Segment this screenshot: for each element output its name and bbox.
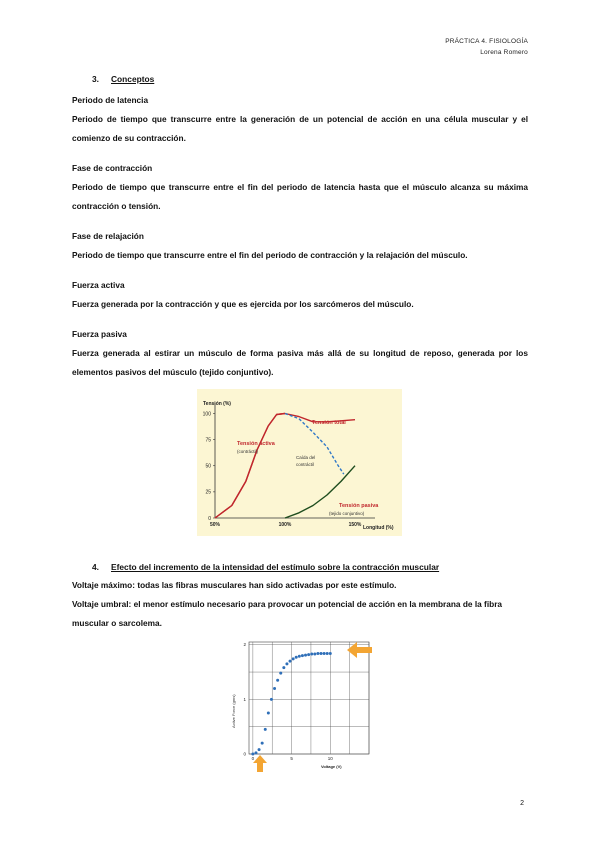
data-point: [282, 666, 285, 669]
section-3-title: Conceptos: [111, 74, 155, 84]
y-tick-label: 25: [205, 489, 211, 496]
label-active-tension: Tensión activa: [237, 441, 275, 447]
concept-term: Fase de contracción: [72, 163, 153, 173]
label-fall-2: contráctil: [296, 462, 315, 467]
label-passive-sub: (tejido conjuntivo): [329, 511, 365, 516]
section-4-heading: [72, 562, 439, 572]
y-axis-label-2: Active Force (gms): [231, 694, 236, 728]
data-point: [273, 687, 276, 690]
concept-latency: [72, 91, 528, 148]
data-point: [292, 657, 295, 660]
label-active-sub: (contráctil): [237, 449, 259, 454]
x-tick-label: 5: [290, 756, 293, 761]
data-point: [279, 672, 282, 675]
data-point: [326, 652, 329, 655]
data-point: [316, 652, 319, 655]
data-point: [298, 655, 301, 658]
concept-term: Fase de relajación: [72, 231, 144, 241]
section-4-title: Efecto del incremento de la intensidad del estímulo sobre la contracción muscular: [111, 562, 440, 572]
label-passive-tension: Tensión pasiva: [339, 503, 379, 509]
x-axis-label: Longitud (%): [363, 525, 394, 531]
y-tick-label: 75: [205, 437, 211, 444]
section-3-heading: [72, 74, 154, 84]
data-point: [295, 656, 298, 659]
data-point: [270, 698, 273, 701]
data-point: [310, 653, 313, 656]
concept-relaxation: [72, 227, 528, 265]
length-tension-chart: [197, 389, 402, 536]
data-point: [254, 751, 257, 754]
data-point: [289, 660, 292, 663]
threshold-voltage-text: Voltaje umbral: el menor estímulo necesario para provocar un potencial de acción en la membrana de la fibra muscular o sarcolema.: [72, 599, 503, 628]
data-point: [264, 728, 267, 731]
page-header: [445, 36, 528, 58]
concept-passive-force: [72, 325, 528, 382]
y-tick-label: 50: [205, 463, 211, 470]
concept-term: Fuerza pasiva: [72, 329, 127, 339]
section-4-number: 4.: [92, 562, 99, 572]
x-tick-label: 10: [327, 756, 333, 761]
label-fall-1: Caída del: [296, 455, 316, 460]
data-point: [251, 753, 254, 756]
data-point: [258, 748, 261, 751]
header-author: Lorena Romero: [480, 49, 528, 56]
data-point: [307, 653, 310, 656]
x-tick-label: 50%: [209, 522, 221, 528]
data-point: [267, 712, 270, 715]
y-tick-label: 0: [208, 515, 211, 522]
x-axis-label-2: Voltage (V): [321, 764, 342, 769]
data-point: [304, 654, 307, 657]
y-tick-label: 0: [243, 751, 246, 757]
section-3-number: 3.: [92, 74, 99, 84]
data-point: [261, 742, 264, 745]
concept-definition: Fuerza generada al estirar un músculo de forma pasiva más allá de su longitud de reposo, generada por los elementos pasivos del músculo (tejido conjuntivo).: [72, 348, 528, 377]
concept-contraction: [72, 159, 528, 216]
max-voltage-text: Voltaje máximo: todas las fibras musculares han sido activadas por este estímulo.: [72, 580, 397, 590]
data-point: [276, 679, 279, 682]
concept-term: Fuerza activa: [72, 280, 125, 290]
x-tick-label: 150%: [348, 522, 362, 528]
concept-definition: Periodo de tiempo que transcurre entre el fin del periodo de latencia hasta que el músculo alcanza su máxima contracción o tensión.: [72, 182, 528, 211]
label-total-tension: Tensión total: [312, 420, 346, 426]
concept-definition: Periodo de tiempo que transcurre entre la generación de un potencial de acción en una célula muscular y el comienzo de su contracción.: [72, 114, 528, 143]
data-point: [285, 662, 288, 665]
concept-term: Periodo de latencia: [72, 95, 149, 105]
data-point: [329, 652, 332, 655]
concept-definition: Fuerza generada por la contracción y que es ejercida por los sarcómeros del músculo.: [72, 299, 414, 309]
concept-definition: Periodo de tiempo que transcurre entre el fin del periodo de contracción y la relajación del músculo.: [72, 250, 468, 260]
data-point: [301, 654, 304, 657]
y-tick-label: 100: [202, 411, 211, 418]
data-point: [313, 653, 316, 656]
y-tick-label: 1: [243, 696, 246, 702]
x-tick-label: 100%: [278, 522, 292, 528]
concept-active-force: [72, 276, 528, 314]
x-tick-label: 0: [251, 756, 255, 761]
y-tick-label: 2: [243, 642, 246, 648]
data-point: [320, 652, 323, 655]
data-point: [323, 652, 326, 655]
force-voltage-chart: [229, 636, 372, 772]
page-number: 2: [520, 800, 524, 807]
header-course: PRÁCTICA 4. FISIOLOGÍA: [445, 38, 528, 45]
y-axis-label: Tensión (%): [203, 401, 231, 407]
